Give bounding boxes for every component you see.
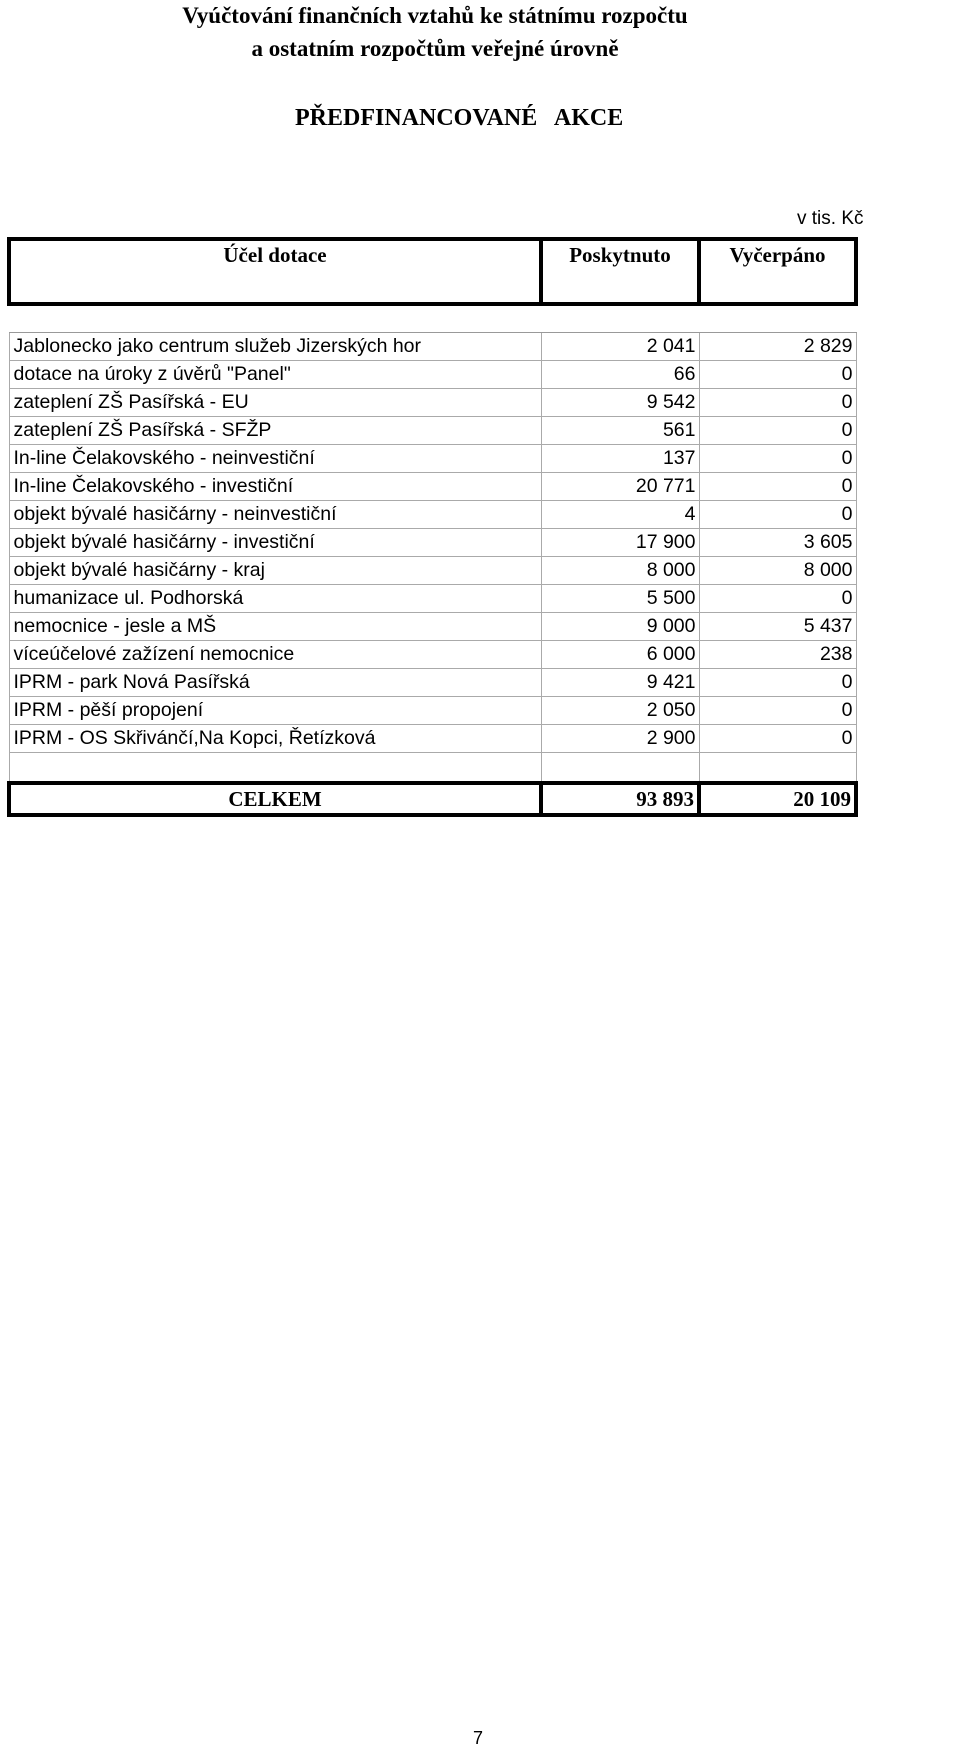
- cell-purpose: Jablonecko jako centrum služeb Jizerských hor: [9, 333, 541, 361]
- cell-spent: 0: [699, 697, 856, 725]
- table-row: [9, 641, 856, 669]
- cell-purpose: dotace na úroky z úvěrů "Panel": [9, 361, 541, 389]
- table-row: [9, 417, 856, 445]
- table-row: [9, 361, 856, 389]
- cell-purpose: In-line Čelakovského - neinvestiční: [9, 445, 541, 473]
- table-row: [9, 473, 856, 501]
- cell-provided: 2 900: [541, 725, 699, 753]
- cell-spent: 0: [699, 725, 856, 753]
- cell-provided: 9 542: [541, 389, 699, 417]
- table-row: [9, 501, 856, 529]
- column-header-spent: Vyčerpáno: [699, 239, 856, 304]
- cell-purpose: IPRM - pěší propojení: [9, 697, 541, 725]
- cell-spent: 3 605: [699, 529, 856, 557]
- section-subtitle: PŘEDFINANCOVANÉ AKCE: [295, 105, 624, 131]
- cell-purpose: objekt bývalé hasičárny - neinvestiční: [9, 501, 541, 529]
- cell-provided: 4: [541, 501, 699, 529]
- document-title-line-1: Vyúčtování finančních vztahů ke státnímu rozpočtu: [182, 3, 688, 28]
- spacer-row: [9, 753, 856, 784]
- cell-provided: 2 050: [541, 697, 699, 725]
- cell-purpose: humanizace ul. Podhorská: [9, 585, 541, 613]
- cell-spent: 2 829: [699, 333, 856, 361]
- cell-spent: 0: [699, 585, 856, 613]
- cell-provided: 9 421: [541, 669, 699, 697]
- table-header-row: [9, 239, 856, 304]
- cell-purpose: zateplení ZŠ Pasířská - EU: [9, 389, 541, 417]
- document-title-line-2: a ostatním rozpočtům veřejné úrovně: [251, 36, 619, 61]
- cell-provided: 561: [541, 417, 699, 445]
- table-row: [9, 389, 856, 417]
- cell-purpose: In-line Čelakovského - investiční: [9, 473, 541, 501]
- column-header-provided: Poskytnuto: [541, 239, 699, 304]
- subsidy-table: [7, 237, 858, 817]
- cell-purpose: víceúčelové zažízení nemocnice: [9, 641, 541, 669]
- cell-provided: 2 041: [541, 333, 699, 361]
- cell-purpose: objekt bývalé hasičárny - kraj: [9, 557, 541, 585]
- cell-purpose: objekt bývalé hasičárny - investiční: [9, 529, 541, 557]
- cell-provided: 6 000: [541, 641, 699, 669]
- table-row: [9, 669, 856, 697]
- cell-provided: 5 500: [541, 585, 699, 613]
- cell-spent: 0: [699, 361, 856, 389]
- cell-purpose: nemocnice - jesle a MŠ: [9, 613, 541, 641]
- table-row: [9, 529, 856, 557]
- cell-provided: 9 000: [541, 613, 699, 641]
- unit-label: v tis. Kč: [797, 208, 864, 229]
- cell-spent: 0: [699, 501, 856, 529]
- table-row: [9, 613, 856, 641]
- cell-spent: 238: [699, 641, 856, 669]
- cell-purpose: zateplení ZŠ Pasířská - SFŽP: [9, 417, 541, 445]
- table-row: [9, 557, 856, 585]
- table-row: [9, 445, 856, 473]
- table-row: [9, 697, 856, 725]
- cell-spent: 0: [699, 473, 856, 501]
- table-row: [9, 333, 856, 361]
- column-header-purpose: Účel dotace: [9, 239, 541, 304]
- total-provided: 93 893: [541, 783, 699, 815]
- cell-purpose: IPRM - park Nová Pasířská: [9, 669, 541, 697]
- cell-spent: 5 437: [699, 613, 856, 641]
- spacer-row: [9, 304, 856, 333]
- cell-provided: 137: [541, 445, 699, 473]
- total-spent: 20 109: [699, 783, 856, 815]
- cell-spent: 0: [699, 417, 856, 445]
- total-label: CELKEM: [9, 783, 541, 815]
- cell-provided: 66: [541, 361, 699, 389]
- cell-spent: 0: [699, 445, 856, 473]
- cell-provided: 17 900: [541, 529, 699, 557]
- table-row: [9, 725, 856, 753]
- cell-spent: 0: [699, 389, 856, 417]
- cell-spent: 8 000: [699, 557, 856, 585]
- page-number: 7: [473, 1728, 484, 1748]
- cell-provided: 8 000: [541, 557, 699, 585]
- cell-provided: 20 771: [541, 473, 699, 501]
- cell-spent: 0: [699, 669, 856, 697]
- table-row: [9, 585, 856, 613]
- total-row: [9, 783, 856, 815]
- cell-purpose: IPRM - OS Skřivánčí,Na Kopci, Řetízková: [9, 725, 541, 753]
